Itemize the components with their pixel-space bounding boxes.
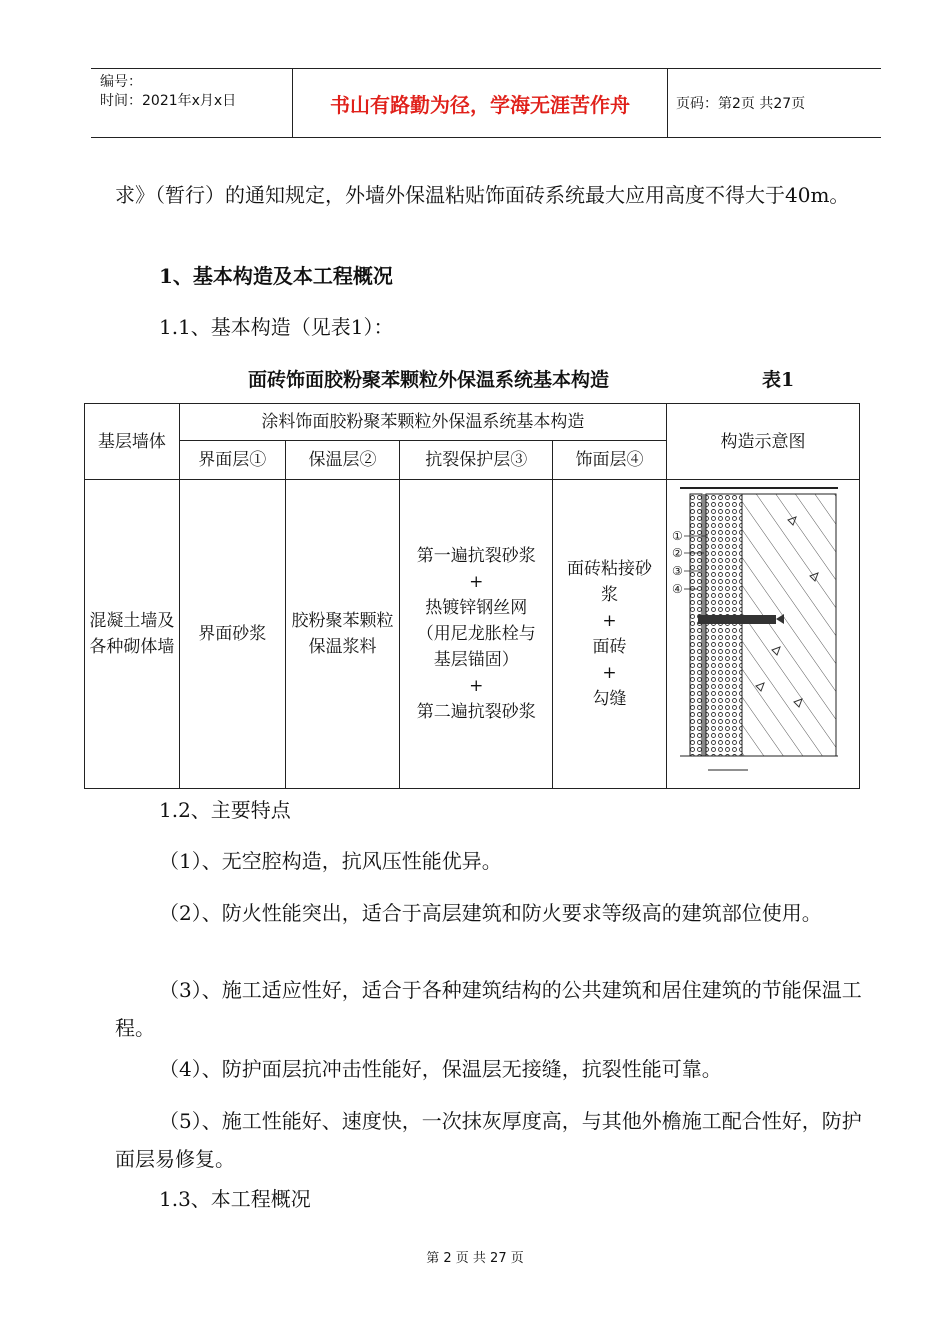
sub-finish: 饰面层④ xyxy=(553,441,667,480)
crack-layer xyxy=(702,494,706,756)
cell-diagram xyxy=(666,480,859,789)
crack-line: + xyxy=(469,676,484,696)
header-meta xyxy=(91,69,293,137)
feature-5: （5）、施工性能好、速度快，一次抹灰厚度高，与其他外檐施工配合性好，防护面层易修复。 xyxy=(115,1109,862,1171)
sub-crack: 抗裂保护层③ xyxy=(400,441,553,480)
crack-line: + xyxy=(469,572,484,592)
sub-insulation: 保温层② xyxy=(285,441,400,480)
base-wall-layer xyxy=(742,494,836,756)
crack-line: 第二遍抗裂砂浆 xyxy=(416,702,536,722)
col-diagram: 构造示意图 xyxy=(666,404,859,480)
col-base-wall: 基层墙体 xyxy=(85,404,180,480)
finish-line: 勾缝 xyxy=(592,689,627,709)
crack-line: （用尼龙胀栓与 xyxy=(416,624,536,644)
finish-line: + xyxy=(602,663,617,683)
col-group-header: 涂料饰面胶粉聚苯颗粒外保温系统基本构造 xyxy=(179,404,666,441)
insulation-layer xyxy=(706,494,742,756)
table-caption: 面砖饰面胶粉聚苯颗粒外保温系统基本构造 xyxy=(248,369,610,391)
crack-line: 热镀锌钢丝网 xyxy=(425,598,528,618)
cell-finish xyxy=(553,480,667,789)
finish-line: 面砖粘接砂 xyxy=(567,559,653,579)
number-label: 编号： xyxy=(100,74,142,90)
finish-line: + xyxy=(602,611,617,631)
heading-1: 1、基本构造及本工程概况 xyxy=(159,264,393,288)
crack-line: 基层锚固） xyxy=(433,650,519,670)
construction-table xyxy=(84,403,860,789)
crack-line: 第一遍抗裂砂浆 xyxy=(416,546,536,566)
feature-4: （4）、防护面层抗冲击性能好，保温层无接缝，抗裂性能可靠。 xyxy=(159,1057,722,1081)
paragraph-continued: 求》（暂行）的通知规定，外墙外保温粘贴饰面砖系统最大应用高度不得大于40m。 xyxy=(115,183,850,207)
cell-interface: 界面砂浆 xyxy=(179,480,285,789)
label-4: ④ xyxy=(671,582,683,596)
header-motto: 书山有路勤为径，学海无涯苦作舟 xyxy=(293,69,668,137)
construction-diagram xyxy=(668,480,858,780)
label-1: ① xyxy=(671,529,683,543)
header-page-label: 页码：第2页 共27页 xyxy=(676,96,806,112)
label-3: ③ xyxy=(671,564,683,578)
anchor-bolt xyxy=(698,615,776,624)
page-footer: 第 2 页 共 27 页 xyxy=(426,1251,524,1266)
cell-crack xyxy=(400,480,553,789)
table-number: 表1 xyxy=(762,369,795,391)
feature-3: （3）、施工适应性好，适合于各种建筑结构的公共建筑和居住建筑的节能保温工程。 xyxy=(115,978,862,1040)
finish-layer xyxy=(690,494,702,756)
cell-base-wall: 混凝土墙及各种砌体墙 xyxy=(85,480,180,789)
cell-insulation: 胶粉聚苯颗粒保温浆料 xyxy=(285,480,400,789)
page-header xyxy=(91,68,881,138)
heading-1-3: 1.3、本工程概况 xyxy=(159,1187,311,1211)
heading-1-2: 1.2、主要特点 xyxy=(159,798,291,822)
label-2: ② xyxy=(671,546,683,560)
heading-1-1: 1.1、基本构造（见表1）： xyxy=(159,315,394,339)
sub-interface: 界面层① xyxy=(179,441,285,480)
time-label: 时间：2021年x月x日 xyxy=(100,93,237,109)
finish-line: 面砖 xyxy=(592,637,627,657)
finish-line: 浆 xyxy=(601,585,619,605)
feature-1: （1）、无空腔构造，抗风压性能优异。 xyxy=(159,849,502,873)
feature-2: （2）、防火性能突出，适合于高层建筑和防火要求等级高的建筑部位使用。 xyxy=(159,901,822,925)
